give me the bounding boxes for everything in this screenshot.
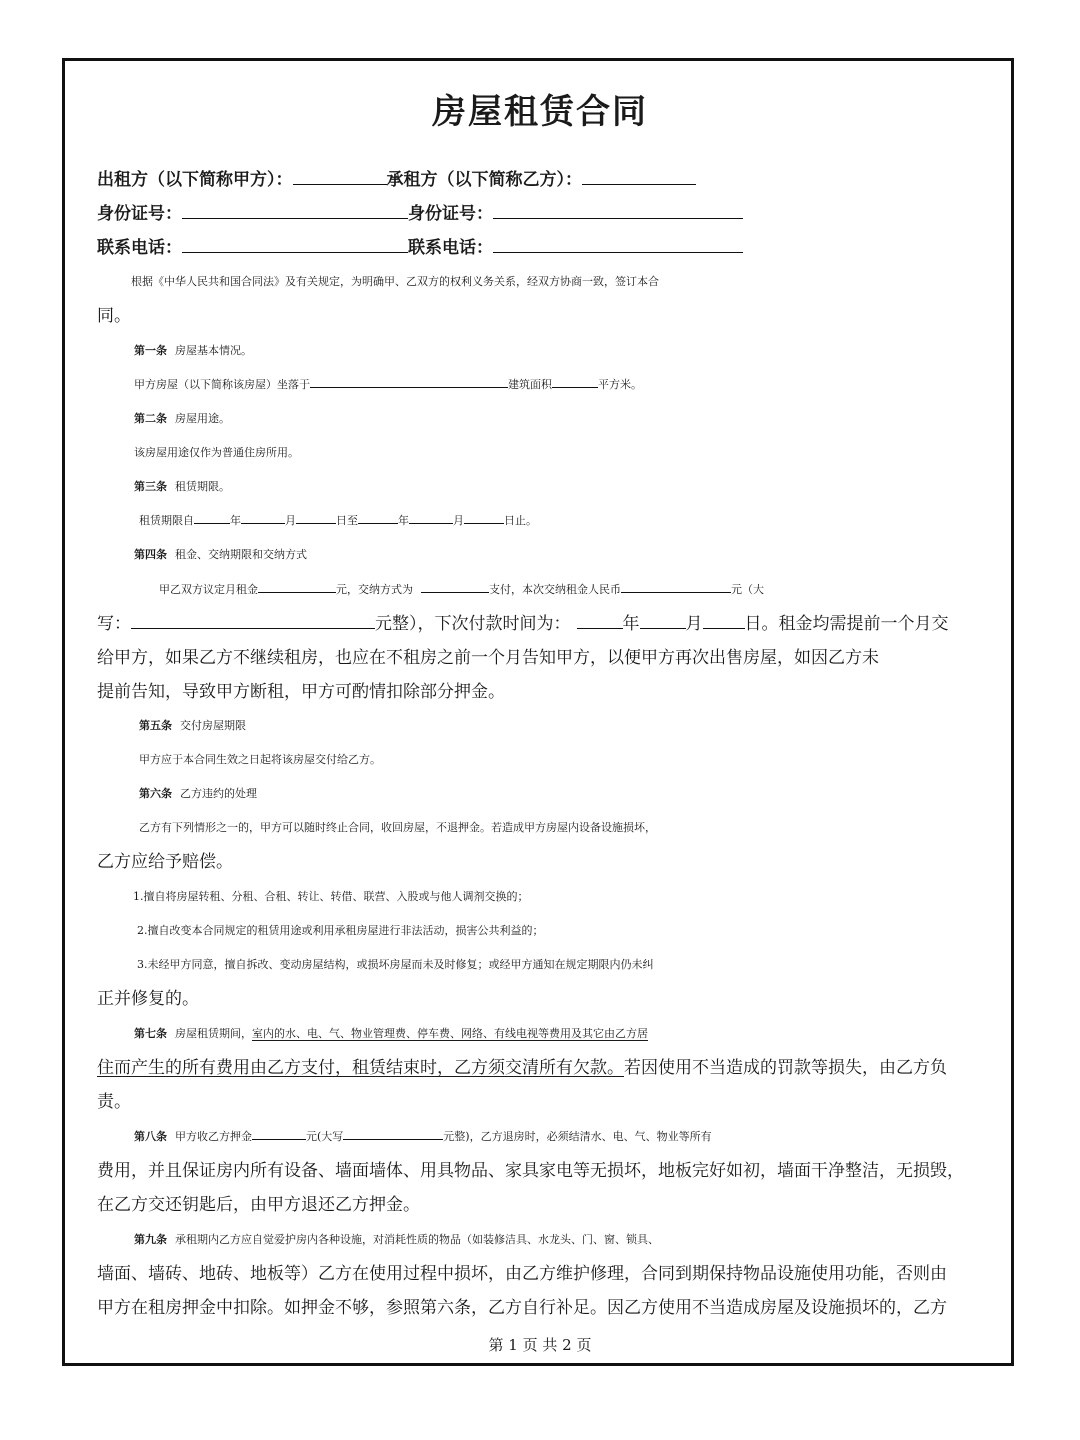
article-4-line-1 xyxy=(97,573,1049,607)
deposit-amount-field[interactable] xyxy=(252,1125,306,1140)
start-month-field[interactable] xyxy=(241,509,285,524)
article-6-line-1: 乙方有下列情形之一的，甲方可以随时终止合同，收回房屋，不退押金。若造成甲方房屋内设备设施损坏， xyxy=(139,821,656,834)
current-payment-label: 支付，本次交纳租金人民币 xyxy=(489,583,621,596)
article-6-item-3-cont: 正并修复的。 xyxy=(97,989,199,1009)
lessee-phone-field[interactable] xyxy=(493,238,743,253)
start-day-unit: 日至 xyxy=(336,514,358,527)
article-2-text: 该房屋用途仅作为普通住房所用。 xyxy=(134,446,299,459)
next-payment-month-field[interactable] xyxy=(640,614,686,629)
house-location-label: 甲方房屋（以下简称该房屋）坐落于 xyxy=(134,378,310,391)
deposit-words-field[interactable] xyxy=(343,1125,443,1140)
article-1-number: 第一条 xyxy=(134,344,167,357)
article-5-title: 交付房屋期限 xyxy=(180,719,246,732)
article-8-line-3: 在乙方交还钥匙后，由甲方退还乙方押金。 xyxy=(97,1195,420,1215)
term-label: 租赁期限自 xyxy=(139,514,194,527)
payment-method-field[interactable] xyxy=(421,578,489,593)
intro-line-1: 根据《中华人民共和国合同法》及有关规定，为明确甲、乙双方的权利义务关系，经双方协商一致，签订本合 xyxy=(131,275,659,288)
party-row-ids xyxy=(97,197,987,231)
current-payment-field[interactable] xyxy=(621,578,731,593)
article-5-number: 第五条 xyxy=(139,719,172,732)
article-9-number: 第九条 xyxy=(134,1233,167,1246)
article-7-line-2 xyxy=(97,1051,987,1085)
article-7-fees-underlined-cont: 住而产生的所有费用由乙方支付，租赁结束时，乙方须交清所有欠款。 xyxy=(97,1058,624,1078)
next-payment-month-unit: 月 xyxy=(685,614,703,634)
article-7-lead: 房屋租赁期间， xyxy=(175,1027,252,1040)
amount-in-words-field[interactable] xyxy=(131,614,375,629)
next-payment-day-field[interactable] xyxy=(703,614,745,629)
end-day-field[interactable] xyxy=(464,509,504,524)
floor-area-label: 建筑面积 xyxy=(508,378,552,391)
party-row-names xyxy=(97,163,987,197)
deposit-words-label: 元(大写 xyxy=(306,1130,344,1143)
end-month-unit: 月 xyxy=(453,514,464,527)
end-year-unit: 年 xyxy=(398,514,409,527)
next-payment-year-field[interactable] xyxy=(577,614,623,629)
lessor-id-field[interactable] xyxy=(182,204,408,219)
article-4-number: 第四条 xyxy=(134,548,167,561)
lessor-id-label: 身份证号： xyxy=(97,204,182,224)
article-3-title: 租赁期限。 xyxy=(175,480,230,493)
lessee-id-field[interactable] xyxy=(493,204,743,219)
start-day-field[interactable] xyxy=(296,509,336,524)
article-8-line-2: 费用，并且保证房内所有设备、墙面墙体、用具物品、家具家电等无损坏，地板完好如初，墙面干净整洁，无损毁， xyxy=(97,1161,964,1181)
article-4-line-4: 提前告知，导致甲方断租，甲方可酌情扣除部分押金。 xyxy=(97,682,505,702)
end-year-field[interactable] xyxy=(358,509,398,524)
next-payment-label: 元整），下次付款时间为： xyxy=(375,614,571,634)
article-1-title: 房屋基本情况。 xyxy=(175,344,252,357)
article-9-line-3: 甲方在租房押金中扣除。如押金不够，参照第六条，乙方自行补足。因乙方使用不当造成房屋及设施损坏的，乙方 xyxy=(97,1298,947,1318)
article-8-line-1 xyxy=(97,1120,1024,1154)
article-6-item-1: 1.擅自将房屋转租、分租、合租、转让、转借、联营、入股或与他人调剂交换的； xyxy=(133,890,529,903)
monthly-rent-label: 甲乙双方议定月租金 xyxy=(159,583,258,596)
article-2-title: 房屋用途。 xyxy=(175,412,230,425)
article-6-item-2: 2.擅自改变本合同规定的租赁用途或利用承租房屋进行非法活动，损害公共利益的； xyxy=(137,924,544,937)
page-number: 第 1 页 共 2 页 xyxy=(488,1336,592,1354)
article-9-line-1 xyxy=(97,1223,1024,1257)
article-6-number: 第六条 xyxy=(139,787,172,800)
lessor-phone-label: 联系电话： xyxy=(97,238,182,258)
deposit-terms: 元整)，乙方退房时，必须结清水、电、气、物业等所有 xyxy=(443,1130,712,1143)
article-9-text: 承租期内乙方应自觉爱护房内各种设施，对消耗性质的物品（如装修洁具、水龙头、门、窗、锁具、 xyxy=(175,1233,659,1246)
floor-area-field[interactable] xyxy=(552,373,598,388)
contract-title: 房屋租赁合同 xyxy=(432,92,648,132)
article-7-line-1 xyxy=(97,1017,1024,1051)
article-3-heading xyxy=(97,470,1024,504)
intro-line-2: 同。 xyxy=(97,306,131,326)
article-6-line-2: 乙方应给予赔偿。 xyxy=(97,852,233,872)
payment-method-label: 元，交纳方式为 xyxy=(336,583,413,596)
article-7-number: 第七条 xyxy=(134,1027,167,1040)
article-5-heading xyxy=(97,709,1029,743)
article-6-title: 乙方违约的处理 xyxy=(180,787,257,800)
lessee-label: 承租方（以下简称乙方）： xyxy=(386,170,582,190)
floor-area-unit: 平方米。 xyxy=(598,378,642,391)
article-3-term xyxy=(97,504,1029,538)
article-1-heading xyxy=(97,334,1024,368)
next-payment-day-text: 日。租金均需提前一个月交 xyxy=(744,614,949,634)
lessor-phone-field[interactable] xyxy=(182,238,408,253)
article-4-title: 租金、交纳期限和交纳方式 xyxy=(175,548,307,561)
article-7-penalty: 若因使用不当造成的罚款等损失，由乙方负 xyxy=(624,1058,947,1078)
article-9-line-2: 墙面、墙砖、地砖、地板等）乙方在使用过程中损坏，由乙方维护修理，合同到期保持物品设施使用功能，否则由 xyxy=(97,1264,947,1284)
article-5-text: 甲方应于本合同生效之日起将该房屋交付给乙方。 xyxy=(139,753,381,766)
article-4-heading xyxy=(97,538,1024,572)
article-1-text xyxy=(97,368,1024,402)
end-day-unit: 日止。 xyxy=(504,514,537,527)
lessor-name-field[interactable] xyxy=(293,170,387,185)
lessee-id-label: 身份证号： xyxy=(408,204,493,224)
start-year-field[interactable] xyxy=(194,509,230,524)
article-2-heading xyxy=(97,402,1024,436)
article-4-line-3: 给甲方，如果乙方不继续租房，也应在不租房之前一个月告知甲方，以便甲方再次出售房屋，如因乙方未 xyxy=(97,648,879,668)
article-2-number: 第二条 xyxy=(134,412,167,425)
lessor-label: 出租方（以下简称甲方）： xyxy=(97,170,293,190)
deposit-label: 甲方收乙方押金 xyxy=(175,1130,252,1143)
next-payment-year-unit: 年 xyxy=(622,614,640,634)
article-7-line-3: 责。 xyxy=(97,1092,131,1112)
article-6-item-3: 3.未经甲方同意，擅自拆改、变动房屋结构，或损坏房屋而未及时修复；或经甲方通知在规定期限内仍未纠 xyxy=(137,958,654,971)
amount-in-words-label: 写： xyxy=(97,614,131,634)
house-location-field[interactable] xyxy=(310,373,508,388)
current-payment-unit: 元（大 xyxy=(731,583,764,596)
end-month-field[interactable] xyxy=(409,509,453,524)
article-4-line-2 xyxy=(97,607,987,641)
article-6-heading xyxy=(97,777,1029,811)
article-7-fees-underlined: 室内的水、电、气、物业管理费、停车费、网络、有线电视等费用及其它由乙方居 xyxy=(252,1027,648,1040)
lessee-phone-label: 联系电话： xyxy=(408,238,493,258)
article-8-number: 第八条 xyxy=(134,1130,167,1143)
party-row-phones xyxy=(97,231,987,265)
article-3-number: 第三条 xyxy=(134,480,167,493)
lessee-name-field[interactable] xyxy=(582,170,696,185)
start-year-unit: 年 xyxy=(230,514,241,527)
start-month-unit: 月 xyxy=(285,514,296,527)
monthly-rent-field[interactable] xyxy=(258,578,336,593)
